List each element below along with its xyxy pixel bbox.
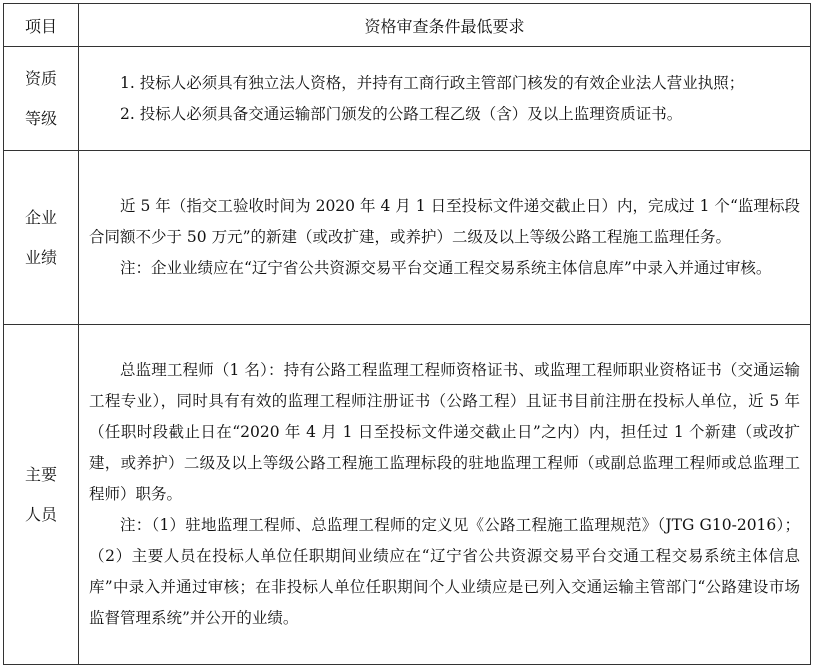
requirement-paragraph: 近 5 年（指交工验收时间为 2020 年 4 月 1 日至投标文件递交截止日）内，完成过 1 个“监理标段合同额不少于 50 万元”的新建（或改扩建，或养护）二级及以上等级公路工程施工监理任务。 [89,197,800,246]
category-line: 人员 [24,504,57,524]
category-personnel [4,325,79,665]
category-performance [4,151,79,325]
requirements-personnel [79,325,811,665]
category-line: 企业 [24,207,57,227]
table-row-performance [4,151,811,325]
requirements-performance [79,151,811,325]
category-line: 等级 [24,108,57,128]
category-line: 业绩 [24,247,57,267]
category-line: 资质 [24,68,57,88]
header-requirements: 资格审查条件最低要求 [79,4,811,47]
requirements-table [3,3,811,665]
requirement-paragraph: 总监理工程师（1 名）：持有公路工程监理工程师资格证书、或监理工程师职业资格证书（交通运输工程专业），同时具有有效的监理工程师注册证书（公路工程）且证书目前注册在投标人单位，近 5 年（任职时段截止日在“2020 年 4 月 1 日至投标文件递交截止日”之内）内，担任过 1 个新建（或改扩建，或养护）二级及以上等级公路工程施工监理标段的驻地监理工程师（或副总监理工程师或总监理工程师）职务。 [89,361,800,503]
table-row-personnel [4,325,811,665]
requirement-paragraph: 注：（1）驻地监理工程师、总监理工程师的定义见《公路工程施工监理规范》（JTG G10-2016）；（2）主要人员在投标人单位任职期间业绩应在“辽宁省公共资源交易平台交通工程交易系统主体信息库”中录入并通过审核；在非投标人单位任职期间个人业绩应是已列入交通运输主管部门“公路建设市场监督管理系统”并公开的业绩。 [89,516,800,627]
requirements-qualification [79,47,811,151]
category-qualification [4,47,79,151]
requirement-paragraph: 1. 投标人必须具有独立法人资格，并持有工商行政主管部门核发的有效企业法人营业执照； [120,73,745,92]
requirement-paragraph: 注：企业业绩应在“辽宁省公共资源交易平台交通工程交易系统主体信息库”中录入并通过审核。 [120,259,772,277]
table-row-qualification [4,47,811,151]
category-line: 主要 [24,464,57,484]
requirement-paragraph: 2. 投标人必须具备交通运输部门颁发的公路工程乙级（含）及以上监理资质证书。 [120,104,683,123]
header-row [4,4,811,47]
header-item: 项目 [4,4,79,47]
